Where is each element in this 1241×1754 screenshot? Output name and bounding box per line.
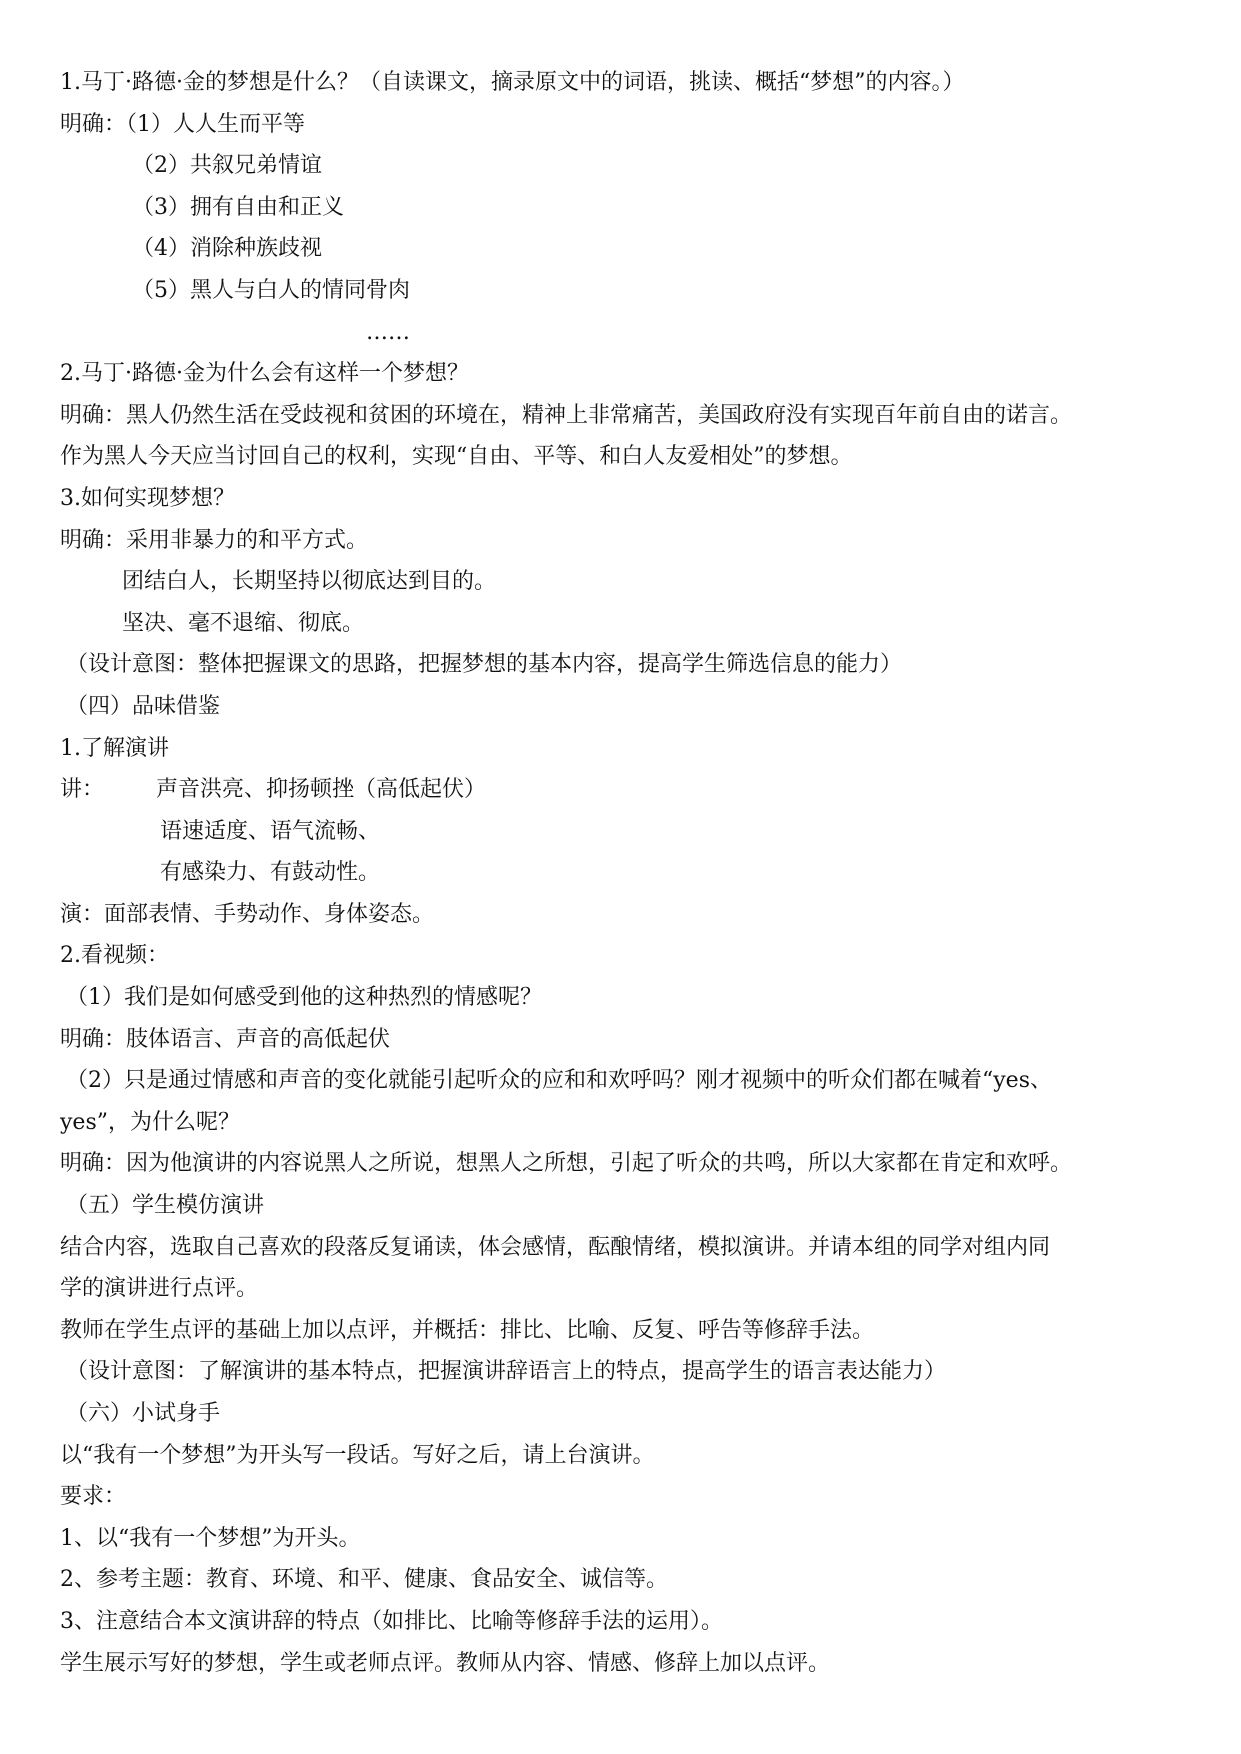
question-3: 3.如何实现梦想？: [60, 485, 235, 511]
speak-row: [60, 769, 1200, 811]
perform-row: 演：面部表情、手势动作、身体姿态。: [60, 901, 435, 927]
speak-item-3: 有感染力、有鼓动性。: [160, 860, 381, 886]
document-page: [60, 62, 1200, 1684]
section-4-heading: （四）品味借鉴: [66, 693, 221, 719]
speak-item-1: 声音洪亮、抑扬顿挫（高低起伏）: [156, 777, 487, 803]
section-5-para-line-1: 结合内容，选取自己喜欢的段落反复诵读，体会感情，酝酿情绪，模拟演讲。并请本组的同学对组内同: [60, 1234, 1051, 1260]
section-5-para-line-2: 学的演讲进行点评。: [60, 1276, 259, 1302]
question-1: 1.马丁·路德·金的梦想是什么？（自读课文，摘录原文中的词语，挑读、概括“梦想”的内容。）: [60, 70, 965, 95]
design-intent-2: （设计意图：了解演讲的基本特点，把握演讲辞语言上的特点，提高学生的语言表达能力）: [66, 1359, 947, 1385]
design-intent-1: （设计意图：整体把握课文的思路，把握梦想的基本内容，提高学生筛选信息的能力）: [66, 652, 903, 678]
closing-note: 学生展示写好的梦想，学生或老师点评。教师从内容、情感、修辞上加以点评。: [60, 1650, 831, 1676]
speak-label: 讲：: [60, 777, 105, 803]
video-question-1: （1）我们是如何感受到他的这种热烈的情感呢？: [66, 985, 542, 1011]
section-5-teacher-note: 教师在学生点评的基础上加以点评，并概括：排比、比喻、反复、呼告等修辞手法。: [60, 1317, 875, 1343]
answer-2-line-1: 明确：黑人仍然生活在受歧视和贫困的环境在，精神上非常痛苦，美国政府没有实现百年前自由的诺言。: [60, 402, 1073, 428]
video-question-2-line-2: yes”，为什么呢？: [60, 1109, 240, 1135]
requirements-label: 要求：: [60, 1484, 127, 1510]
answer-3-line-2: 团结白人，长期坚持以彻底达到目的。: [122, 569, 497, 595]
video-answer-2: 明确：因为他演讲的内容说黑人之所说，想黑人之所想，引起了听众的共鸣，所以大家都在肯定和欢呼。: [60, 1151, 1073, 1177]
section-5-heading: （五）学生模仿演讲: [66, 1193, 265, 1219]
video-answer-1: 明确：肢体语言、声音的高低起伏: [60, 1026, 391, 1052]
answer-3-line-3: 坚决、毫不退缩、彻底。: [122, 610, 365, 636]
speak-item-2: 语速适度、语气流畅、: [160, 818, 381, 844]
ellipsis: ……: [366, 319, 410, 345]
requirement-2: 2、参考主题：教育、环境、和平、健康、食品安全、诚信等。: [60, 1567, 668, 1593]
requirement-3: 3、注意结合本文演讲辞的特点（如排比、比喻等修辞手法的运用）。: [60, 1608, 723, 1634]
question-2: 2.马丁·路德·金为什么会有这样一个梦想？: [60, 361, 469, 387]
answer-1-item-3: （3）拥有自由和正义: [132, 194, 344, 220]
answer-1-item-5: （5）黑人与白人的情同骨肉: [132, 277, 410, 303]
video-question-2-line-1: （2）只是通过情感和声音的变化就能引起听众的应和和欢呼吗？刚才视频中的听众们都在喊着“yes、: [66, 1068, 1052, 1094]
answer-1-label: 明确：（1）人人生而平等: [60, 111, 305, 137]
section-6-heading: （六）小试身手: [66, 1401, 221, 1426]
answer-3-line-1: 明确：采用非暴力的和平方式。: [60, 527, 369, 553]
answer-2-line-2: 作为黑人今天应当讨回自己的权利，实现“自由、平等、和白人友爱相处”的梦想。: [60, 444, 853, 470]
subheading-watch-video: 2.看视频：: [60, 943, 169, 969]
requirement-1: 1、以“我有一个梦想”为开头。: [60, 1525, 361, 1551]
subheading-learn-speech: 1.了解演讲: [60, 735, 169, 761]
section-6-task: 以“我有一个梦想”为开头写一段话。写好之后，请上台演讲。: [60, 1442, 655, 1468]
answer-1-item-2: （2）共叙兄弟情谊: [132, 153, 322, 179]
answer-1-item-4: （4）消除种族歧视: [132, 236, 322, 262]
